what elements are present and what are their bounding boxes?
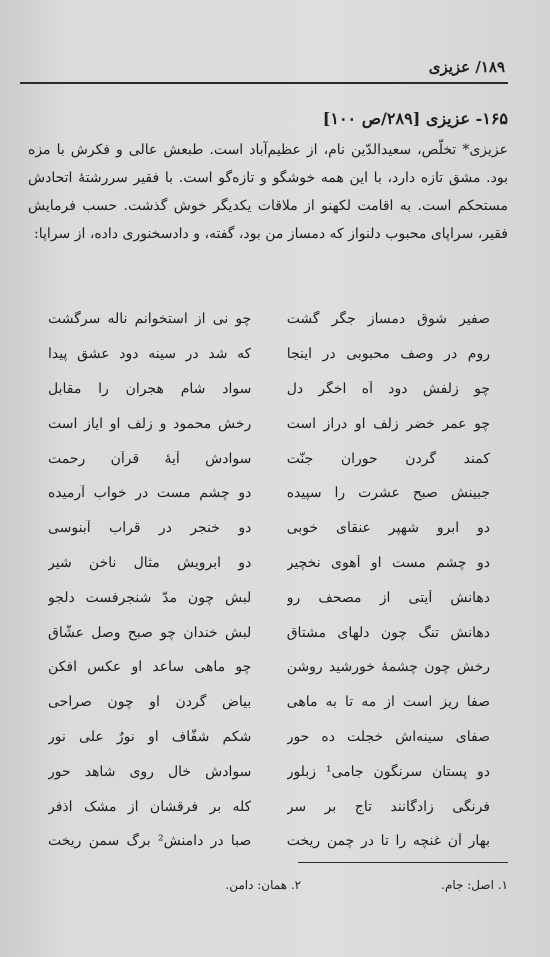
first-hemistich: چو عمر خضر زلف او دراز است — [286, 415, 490, 432]
couplet — [48, 546, 490, 581]
footnotes — [60, 878, 508, 892]
first-hemistich: دو پستان سرنگون جامی¹ زبلور — [286, 763, 490, 780]
first-hemistich: دهانش تنگ چون دلهای مشتاق — [286, 624, 490, 641]
couplet — [48, 824, 490, 859]
entry-body: عزیزی* تخلّص، سعیدالدّین نام، از عظیم‌آباد است. طبعش عالی و فکرش با مزه بود. مشق تازه دارد، با این همه خوشگو و تازه‌گو است. با فقیر سررشتهٔ اتحادش مستحکم است. به اقامت لکهنو از ملاقات یکدیگر خوش گذشت. حسب فرمایش فقیر، سراپای محبوب دلنواز که دمساز من بود، گفته، و دادسخنوری داده، از سراپا: — [28, 142, 508, 242]
couplet — [48, 441, 490, 476]
second-hemistich: سوادش آیهٔ قرآن رحمت — [48, 450, 252, 467]
second-hemistich: صبا در دامنش² برگ سمن ریخت — [48, 833, 252, 850]
entry-heading: ۱۶۵- عزیزی [۲۸۹/ص ۱۰۰] — [322, 109, 508, 128]
couplet — [48, 650, 490, 685]
second-hemistich: سوادش خال روی شاهد حور — [48, 763, 252, 780]
couplet — [48, 685, 490, 720]
second-hemistich: چو نی از استخوانم ناله سرگشت — [48, 311, 252, 328]
footnote-rule — [298, 862, 508, 863]
first-hemistich: روم در وصف محبوبی در اینجا — [286, 346, 490, 363]
poem — [48, 302, 490, 859]
couplet — [48, 511, 490, 546]
couplet — [48, 372, 490, 407]
second-hemistich: دو خنجر در قراب آبنوسی — [48, 520, 252, 537]
second-hemistich: رخش محمود و زلف او ایاز است — [48, 415, 252, 432]
couplet — [48, 337, 490, 372]
first-hemistich: صفا ریز است از مه تا به ماهی — [286, 694, 490, 711]
couplet — [48, 476, 490, 511]
first-hemistich: دهانش آیتی از مصحف رو — [286, 589, 490, 606]
second-hemistich: سواد شام هجران را مقابل — [48, 380, 252, 397]
footnote-1: ۱. اصل: جام. — [441, 878, 508, 892]
first-hemistich: کمند گردن حوران جنّت — [286, 450, 490, 467]
second-hemistich: شکم شفّاف او نورٌ علی نور — [48, 728, 252, 745]
first-hemistich: چو زلفش دود آه اخگر دل — [286, 380, 490, 397]
footnote-2: ۲. همان: دامن. — [225, 878, 302, 892]
second-hemistich: دو ابرویش مثال ناخن شیر — [48, 554, 252, 571]
couplet — [48, 302, 490, 337]
second-hemistich: که شد در سینه دود عشق پیدا — [48, 346, 252, 363]
couplet — [48, 580, 490, 615]
first-hemistich: جبینش صبح عشرت را سپیده — [286, 485, 490, 502]
first-hemistich: صفیر شوق دمساز جگر گشت — [286, 311, 490, 328]
second-hemistich: کله بر فرقشان از مشک اذفر — [48, 798, 252, 815]
header-rule — [20, 82, 508, 84]
first-hemistich: صفای سینه‌اش خجلت ده حور — [286, 728, 490, 745]
couplet — [48, 720, 490, 755]
couplet — [48, 789, 490, 824]
first-hemistich: دو چشم مست او آهوی نخچیر — [286, 554, 490, 571]
second-hemistich: بیاض گردن او چون صراحی — [48, 694, 252, 711]
first-hemistich: دو ابرو شهپر عنقای خوبی — [286, 520, 490, 537]
first-hemistich: فرنگی زادگانند تاج بر سر — [286, 798, 490, 815]
second-hemistich: چو ماهی ساعد او عکس افکن — [48, 659, 252, 676]
entry — [28, 108, 508, 248]
running-head: ۱۸۹/ عزیزی — [428, 58, 505, 76]
second-hemistich: لبش خندان چو صبح وصل عشّاق — [48, 624, 252, 641]
second-hemistich: لبش چون مدّ شنجرفست دلجو — [48, 589, 252, 606]
second-hemistich: دو چشم مست در خواب آرمیده — [48, 485, 252, 502]
couplet — [48, 754, 490, 789]
first-hemistich: رخش چون چشمهٔ خورشید روشن — [286, 659, 490, 676]
couplet — [48, 615, 490, 650]
couplet — [48, 406, 490, 441]
first-hemistich: بهار آن غنچه را تا در چمن ریخت — [286, 833, 490, 850]
